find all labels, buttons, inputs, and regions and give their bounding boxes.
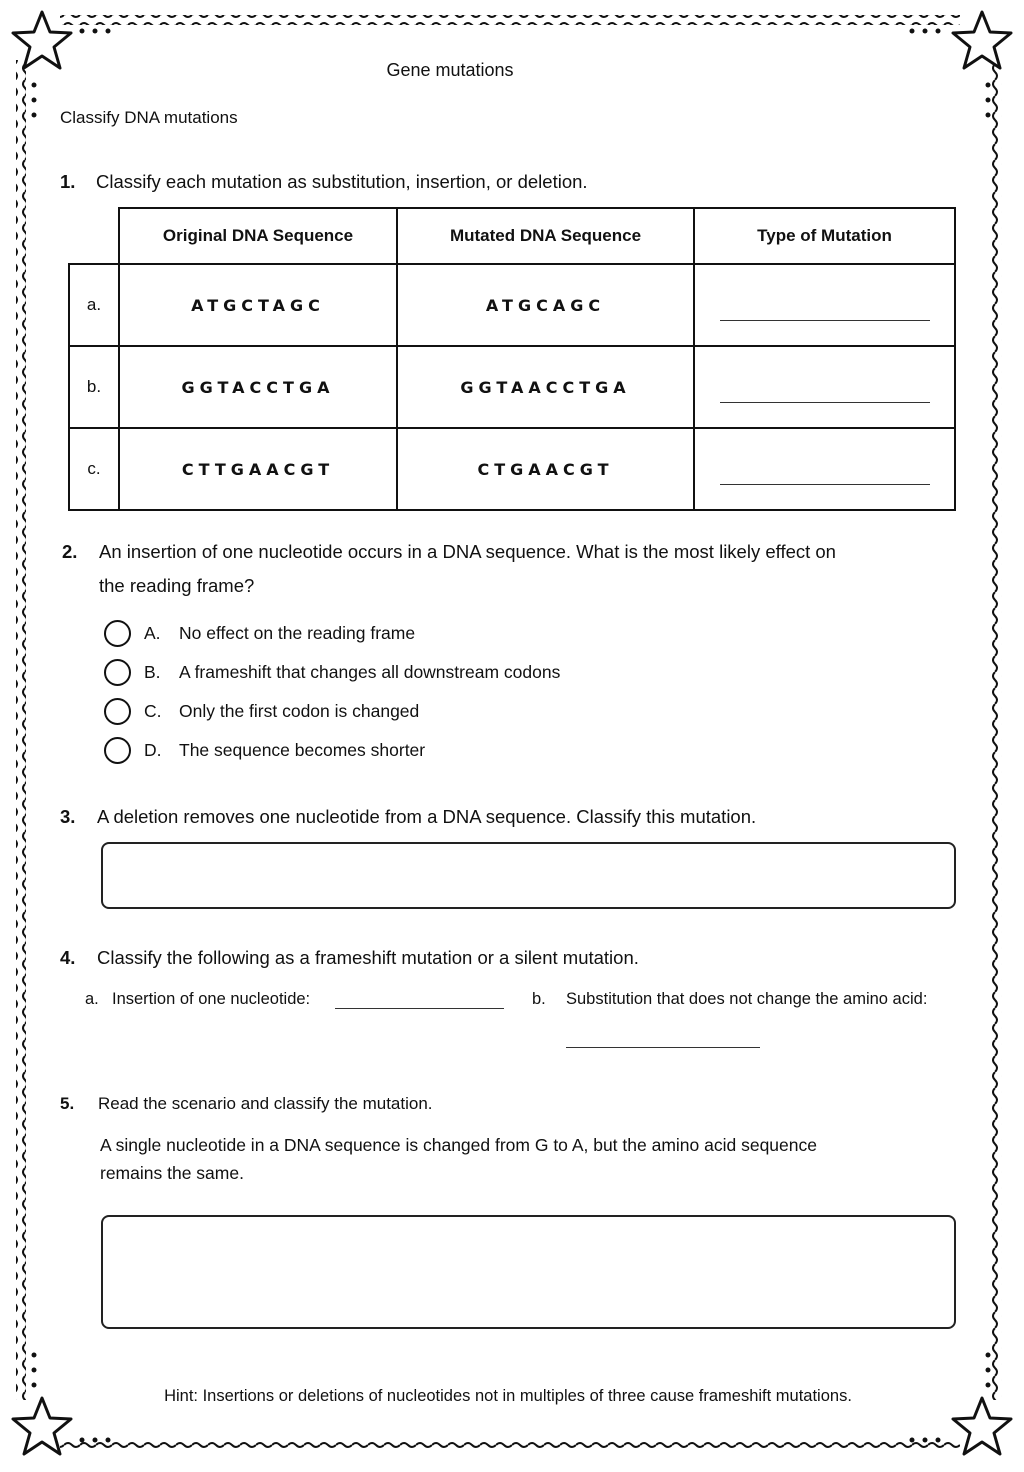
row-label: a. bbox=[69, 264, 119, 346]
mutated-sequence: ATGCAGC bbox=[397, 264, 694, 346]
option-letter: B. bbox=[144, 662, 161, 682]
question-number: 2. bbox=[62, 541, 78, 562]
table-row bbox=[69, 264, 955, 346]
question-text: Classify the following as a frameshift mutation or a silent mutation. bbox=[97, 947, 639, 968]
table-row bbox=[69, 428, 955, 510]
column-header: Original DNA Sequence bbox=[119, 208, 397, 264]
answer-line-4a[interactable] bbox=[335, 1007, 504, 1009]
table-header-row bbox=[69, 208, 955, 264]
scenario-text-continued: remains the same. bbox=[100, 1163, 244, 1183]
answer-box-q3[interactable] bbox=[101, 842, 956, 909]
answer-box-q5[interactable] bbox=[101, 1215, 956, 1329]
option-text: The sequence becomes shorter bbox=[179, 740, 426, 760]
radio-button[interactable] bbox=[104, 737, 131, 764]
row-label: c. bbox=[69, 428, 119, 510]
subpart-label: a. bbox=[85, 990, 99, 1008]
question-text: A deletion removes one nucleotide from a DNA sequence. Classify this mutation. bbox=[97, 806, 757, 827]
subpart-label: b. bbox=[532, 990, 546, 1008]
radio-button[interactable] bbox=[104, 698, 131, 725]
mutated-sequence: CTGAACGT bbox=[397, 428, 694, 510]
question-number: 4. bbox=[60, 947, 76, 968]
radio-button[interactable] bbox=[104, 620, 131, 647]
question-number: 5. bbox=[60, 1094, 75, 1113]
mutation-type-cell bbox=[694, 264, 955, 346]
mutation-type-answer-line[interactable] bbox=[720, 290, 930, 321]
subpart-text: Insertion of one nucleotide: bbox=[112, 990, 311, 1008]
question-text-continued: the reading frame? bbox=[99, 575, 255, 596]
column-header: Type of Mutation bbox=[694, 208, 955, 264]
table-row bbox=[69, 346, 955, 428]
page-title: Gene mutations bbox=[386, 60, 514, 80]
hint-text: Hint: Insertions or deletions of nucleotides not in multiples of three cause frameshift mutations. bbox=[164, 1387, 852, 1405]
page-subtitle: Classify DNA mutations bbox=[60, 108, 238, 127]
row-label: b. bbox=[69, 346, 119, 428]
option-letter: A. bbox=[144, 623, 161, 643]
border-right bbox=[992, 60, 1002, 1400]
option-letter: C. bbox=[144, 701, 162, 721]
original-sequence: ATGCTAGC bbox=[119, 264, 397, 346]
radio-button[interactable] bbox=[104, 659, 131, 686]
question-text: Classify each mutation as substitution, insertion, or deletion. bbox=[96, 171, 588, 192]
scenario-text: A single nucleotide in a DNA sequence is changed from G to A, but the amino acid sequence bbox=[100, 1135, 817, 1155]
question-number: 3. bbox=[60, 806, 76, 827]
mutation-type-answer-line[interactable] bbox=[720, 454, 930, 485]
mutation-type-cell bbox=[694, 346, 955, 428]
mutated-sequence: GGTAACCTGA bbox=[397, 346, 694, 428]
option-text: A frameshift that changes all downstream codons bbox=[179, 662, 561, 682]
mutation-type-answer-line[interactable] bbox=[720, 372, 930, 403]
original-sequence: GGTACCTGA bbox=[119, 346, 397, 428]
table-corner-cell bbox=[69, 208, 119, 264]
question-text: Read the scenario and classify the mutation. bbox=[98, 1094, 433, 1113]
question-text: An insertion of one nucleotide occurs in a DNA sequence. What is the most likely effect on bbox=[99, 541, 836, 562]
original-sequence: CTTGAACGT bbox=[119, 428, 397, 510]
subpart-text: Substitution that does not change the amino acid: bbox=[566, 990, 928, 1008]
option-letter: D. bbox=[144, 740, 162, 760]
star-icon bbox=[953, 1398, 1011, 1454]
border-left bbox=[16, 60, 26, 1400]
question-number: 1. bbox=[60, 171, 76, 192]
answer-line-4b[interactable] bbox=[566, 1046, 760, 1048]
column-header: Mutated DNA Sequence bbox=[397, 208, 694, 264]
option-text: Only the first codon is changed bbox=[179, 701, 420, 721]
mutation-table bbox=[68, 207, 956, 511]
border-top bbox=[60, 15, 960, 25]
mutation-type-cell bbox=[694, 428, 955, 510]
border-bottom bbox=[60, 1440, 960, 1450]
option-text: No effect on the reading frame bbox=[179, 623, 416, 643]
star-icon bbox=[953, 12, 1011, 68]
